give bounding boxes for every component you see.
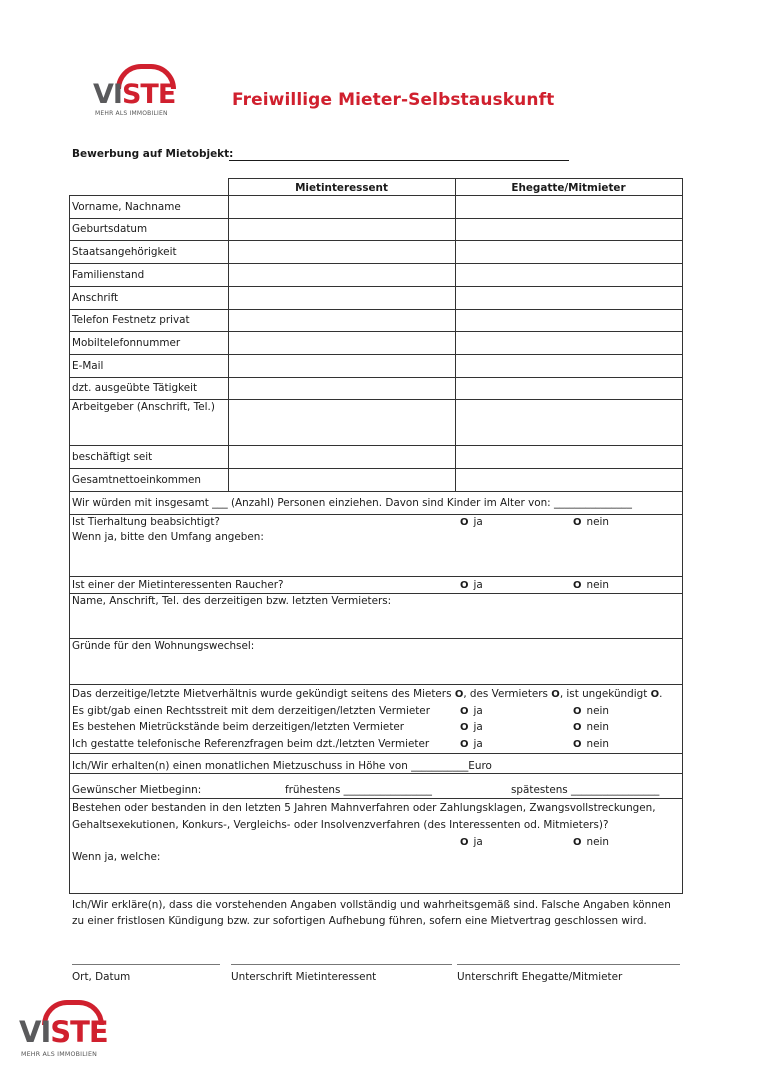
radio-icon: O <box>573 739 582 750</box>
application-field[interactable] <box>229 160 569 161</box>
partner-name-field[interactable] <box>457 197 681 217</box>
arrears-no-option[interactable]: O nein <box>573 721 609 733</box>
row-label-address: Anschrift <box>72 292 119 304</box>
proceedings-detail-field[interactable] <box>71 866 681 892</box>
partner-nationality-field[interactable] <box>457 242 681 262</box>
row-label-email: E-Mail <box>72 360 104 372</box>
header-applicant: Mietinteressent <box>295 182 388 194</box>
smoker-no-option[interactable]: O nein <box>573 579 609 591</box>
declaration-text: Ich/Wir erkläre(n), dass die vorstehenden Angaben vollständig und wahrheitsgemäß sind. Falsche Angaben können zu einer fristlosen Kündigung bzw. zur sofortigen Aufhebung führen, sofern eine Mietvertrag geschlossen wird. <box>72 899 671 927</box>
persons-question[interactable]: Wir würden mit insgesamt ___ (Anzahl) Personen einziehen. Davon sind Kinder im Alter von: _______________ <box>72 497 632 509</box>
landlord-field[interactable] <box>71 610 681 637</box>
termination-question: Das derzeitige/letzte Mietverhältnis wurde gekündigt seitens des Mieters O, des Vermieters O, ist ungekündigt O. <box>72 688 663 700</box>
applicant-signature-label: Unterschrift Mietinteressent <box>231 971 377 983</box>
row-label-net-income: Gesamtnettoeinkommen <box>72 474 201 486</box>
references-no-option[interactable]: O nein <box>573 738 609 750</box>
row-label-name: Vorname, Nachname <box>72 201 181 213</box>
place-date-label: Ort, Datum <box>72 971 131 983</box>
applicant-mobile-field[interactable] <box>230 333 454 353</box>
radio-icon: O <box>573 837 582 848</box>
applicant-name-field[interactable] <box>230 197 454 217</box>
applicant-income-field[interactable] <box>230 470 454 490</box>
row-label-nationality: Staatsangehörigkeit <box>72 246 177 258</box>
row-label-employed-since: beschäftigt seit <box>72 451 153 463</box>
pets-yes-option[interactable]: O ja <box>460 516 483 528</box>
arrears-question: Es bestehen Mietrückstände beim derzeitigen/letzten Vermieter <box>72 721 405 733</box>
applicant-landline-field[interactable] <box>230 311 454 330</box>
logo-tagline: MEHR ALS IMMOBILIEN <box>95 110 168 117</box>
radio-icon: O <box>460 706 469 717</box>
logo-wordmark: VISTE <box>19 1015 108 1049</box>
row-label-landline: Telefon Festnetz privat <box>72 314 190 326</box>
start-earliest-field[interactable]: frühestens _________________ <box>285 784 432 796</box>
lawsuit-question: Es gibt/gab einen Rechtsstreit mit dem derzeitigen/letzten Vermieter <box>72 705 430 717</box>
row-label-occupation: dzt. ausgeübte Tätigkeit <box>72 382 198 394</box>
termination-tenant-radio[interactable]: O <box>454 689 464 700</box>
viste-logo-bottom <box>19 1000 129 1062</box>
termination-none-radio[interactable]: O <box>650 689 660 700</box>
radio-icon: O <box>460 739 469 750</box>
arrears-yes-option[interactable]: O ja <box>460 721 483 733</box>
applicant-email-field[interactable] <box>230 356 454 376</box>
pets-detail-field[interactable] <box>71 546 681 575</box>
partner-signature-label: Unterschrift Ehegatte/Mitmieter <box>457 971 623 983</box>
viste-logo-top <box>93 64 203 122</box>
radio-icon: O <box>573 580 582 591</box>
lawsuit-yes-option[interactable]: O ja <box>460 705 483 717</box>
radio-icon: O <box>573 517 582 528</box>
applicant-address-field[interactable] <box>230 288 454 308</box>
termination-landlord-radio[interactable]: O <box>551 689 560 700</box>
pets-no-option[interactable]: O nein <box>573 516 609 528</box>
smoker-yes-option[interactable]: O ja <box>460 579 483 591</box>
applicant-employed-since-field[interactable] <box>230 447 454 467</box>
header-partner: Ehegatte/Mitmieter <box>511 182 626 194</box>
partner-mobile-field[interactable] <box>457 333 681 353</box>
partner-employer-field[interactable] <box>457 401 681 444</box>
subsidy-question[interactable]: Ich/Wir erhalten(n) einen monatlichen Mietzuschuss in Höhe von ___________Euro <box>72 760 492 772</box>
lawsuit-no-option[interactable]: O nein <box>573 705 609 717</box>
row-label-marital-status: Familienstand <box>72 269 145 281</box>
place-date-line[interactable] <box>72 964 220 965</box>
partner-signature-line[interactable] <box>457 964 680 965</box>
radio-icon: O <box>460 722 469 733</box>
applicant-occupation-field[interactable] <box>230 379 454 398</box>
landlord-label: Name, Anschrift, Tel. des derzeitigen bzw. letzten Vermieters: <box>72 595 392 607</box>
proceedings-detail-label: Wenn ja, welche: <box>72 851 161 863</box>
applicant-marital-field[interactable] <box>230 265 454 285</box>
radio-icon: O <box>573 706 582 717</box>
radio-icon: O <box>460 837 469 848</box>
references-question: Ich gestatte telefonische Referenzfragen beim dzt./letzten Vermieter <box>72 738 430 750</box>
smoker-question: Ist einer der Mietinteressenten Raucher? <box>72 579 284 591</box>
application-label: Bewerbung auf Mietobjekt: <box>72 148 234 160</box>
partner-address-field[interactable] <box>457 288 681 308</box>
applicant-birthdate-field[interactable] <box>230 220 454 239</box>
partner-marital-field[interactable] <box>457 265 681 285</box>
applicant-employer-field[interactable] <box>230 401 454 444</box>
radio-icon: O <box>460 517 469 528</box>
partner-employed-since-field[interactable] <box>457 447 681 467</box>
page-title: Freiwillige Mieter-Selbstauskunft <box>232 90 555 110</box>
partner-birthdate-field[interactable] <box>457 220 681 239</box>
row-label-birthdate: Geburtsdatum <box>72 223 148 235</box>
radio-icon: O <box>460 580 469 591</box>
reasons-field[interactable] <box>71 655 681 683</box>
partner-income-field[interactable] <box>457 470 681 490</box>
partner-email-field[interactable] <box>457 356 681 376</box>
start-label: Gewünscher Mietbeginn: <box>72 784 202 796</box>
proceedings-question-line2: Gehaltsexekutionen, Konkurs-, Vergleichs- oder Insolvenzverfahren (des Interessenten od. Mitmieters)? <box>72 819 609 831</box>
proceedings-yes-option[interactable]: O ja <box>460 836 483 848</box>
logo-tagline: MEHR ALS IMMOBILIEN <box>21 1051 98 1058</box>
proceedings-no-option[interactable]: O nein <box>573 836 609 848</box>
applicant-signature-line[interactable] <box>231 964 452 965</box>
partner-occupation-field[interactable] <box>457 379 681 398</box>
references-yes-option[interactable]: O ja <box>460 738 483 750</box>
pets-question: Ist Tierhaltung beabsichtigt? <box>72 516 220 528</box>
start-latest-field[interactable]: spätestens _________________ <box>511 784 660 796</box>
applicant-nationality-field[interactable] <box>230 242 454 262</box>
reasons-label: Gründe für den Wohnungswechsel: <box>72 640 255 652</box>
row-label-mobile: Mobiltelefonnummer <box>72 337 181 349</box>
pets-detail-label: Wenn ja, bitte den Umfang angeben: <box>72 531 264 543</box>
row-label-employer: Arbeitgeber (Anschrift, Tel.) <box>72 401 215 413</box>
proceedings-question-line1: Bestehen oder bestanden in den letzten 5 Jahren Mahnverfahren oder Zahlungsklagen, Zwangsvollstreckungen, <box>72 802 656 814</box>
logo-wordmark: VISTE <box>93 79 176 110</box>
partner-landline-field[interactable] <box>457 311 681 330</box>
radio-icon: O <box>573 722 582 733</box>
